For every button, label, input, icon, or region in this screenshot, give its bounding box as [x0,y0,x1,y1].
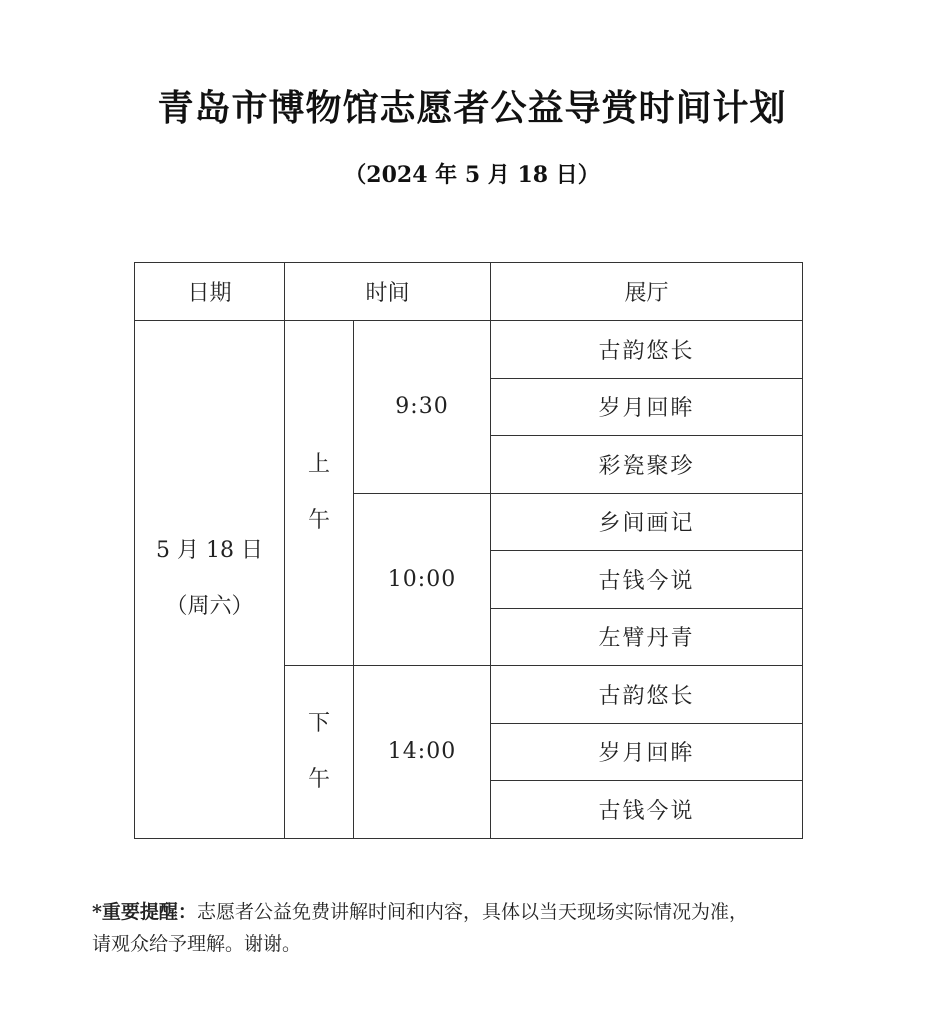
hall-cell: 岁月回眸 [491,378,803,436]
period-char: 下 [307,710,330,736]
hall-cell: 岁月回眸 [491,723,803,781]
important-note [92,896,852,960]
time-slot: 14:00 [354,666,491,839]
time-slot: 9:30 [354,321,491,494]
hall-cell: 古韵悠长 [491,321,803,379]
time-slot: 10:00 [354,493,491,666]
weekday-text: （周六） [165,594,254,620]
page-subtitle: （2024 年 5 月 18 日） [344,162,600,188]
period-char: 午 [307,766,330,792]
hall-cell: 古钱今说 [491,551,803,609]
date-text: 5 月 18 日 [156,538,263,564]
hall-cell: 古钱今说 [491,781,803,839]
schedule-table [134,262,803,839]
table-header-row [135,263,803,321]
header-time: 时间 [285,263,491,321]
page-title: 青岛市博物馆志愿者公益导赏时间计划 [157,88,787,129]
hall-cell: 古韵悠长 [491,666,803,724]
period-afternoon [285,666,354,839]
period-morning [285,321,354,666]
period-char: 上 [307,452,330,477]
note-line-2: 请观众给予理解。谢谢。 [92,933,302,955]
note-line-1: 志愿者公益免费讲解时间和内容，具体以当天现场实际情况为准， [196,901,748,923]
period-char: 午 [307,508,330,533]
note-label: *重要提醒： [92,901,197,923]
hall-cell: 彩瓷聚珍 [491,436,803,494]
date-cell [135,321,285,839]
header-date: 日期 [135,263,285,321]
hall-cell: 乡间画记 [491,493,803,551]
table-row [135,321,803,379]
header-hall: 展厅 [491,263,803,321]
hall-cell: 左臂丹青 [491,608,803,666]
